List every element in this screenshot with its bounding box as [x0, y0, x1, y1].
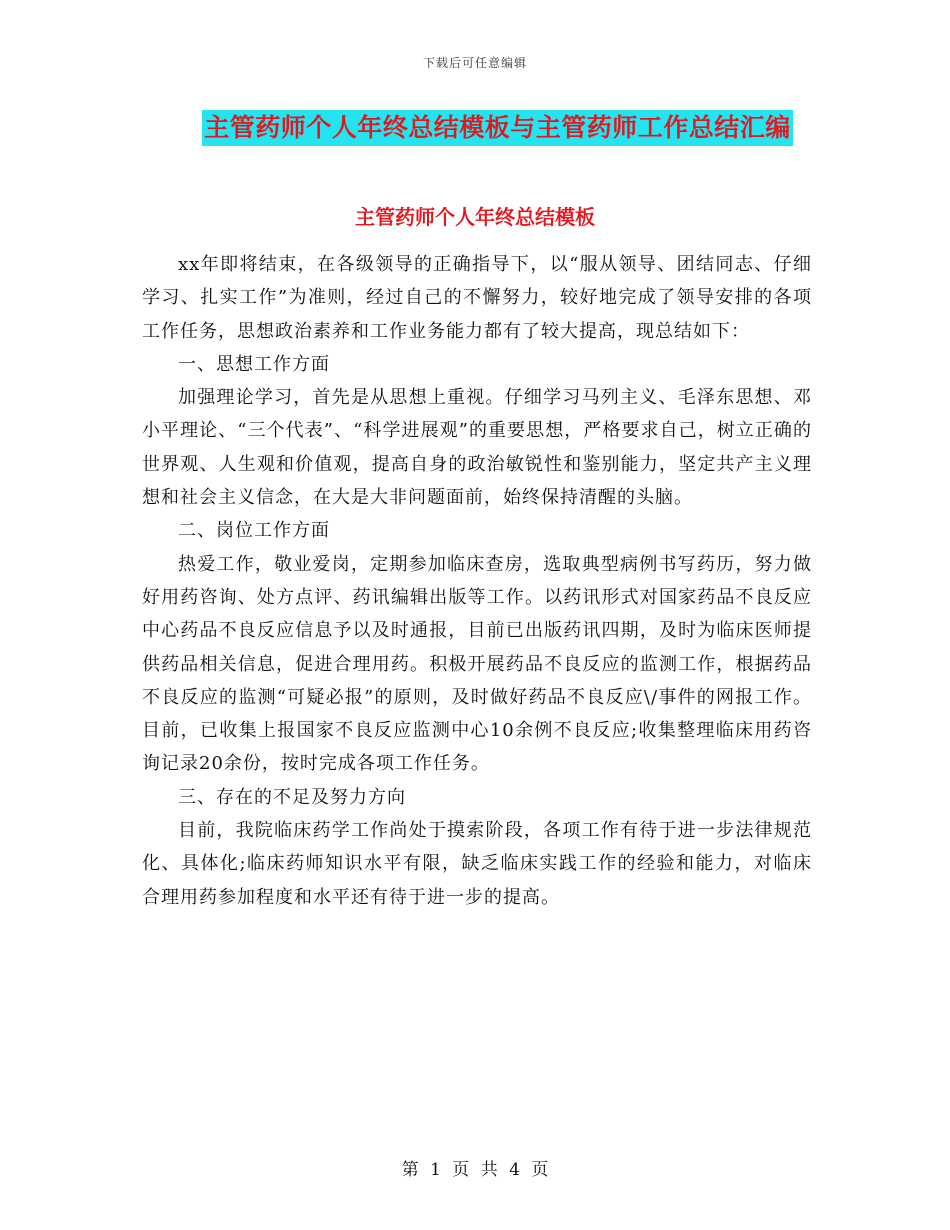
paragraph-position-work: 热爱工作，敬业爱岗，定期参加临床查房，选取典型病例书写药历，努力做好用药咨询、处方点评、药讯编辑出版等工作。以药讯形式对国家药品不良反应中心药品不良反应信息予以及时通报，目前已出版药讯四期，及时为临床医师提供药品相关信息，促进合理用药。积极开展药品不良反应的监测工作，根据药品不良反应的监测“可疑必报”的原则，及时做好药品不良反应\/事件的网报工作。目前，已收集上报国家不良反应监测中心10余例不良反应;收集整理临床用药咨询记录20余份，按时完成各项工作任务。	[142, 553, 812, 775]
document-body	[142, 248, 812, 914]
header-note: 下载后可任意编辑	[422, 56, 527, 70]
page-number-footer: 第 1 页 共 4 页	[401, 1160, 549, 1180]
heading-position-work: 二、岗位工作方面	[178, 520, 330, 542]
paragraph-shortcomings: 目前，我院临床药学工作尚处于摸索阶段，各项工作有待于进一步法律规范化、具体化;临床药师知识水平有限，缺乏临床实践工作的经验和能力，对临床合理用药参加程度和水平还有待于进一步的提高。	[142, 820, 812, 908]
document-title-container	[0, 110, 950, 146]
heading-shortcomings: 三、存在的不足及努力方向	[178, 786, 406, 808]
document-title: 主管药师个人年终总结模板与主管药师工作总结汇编	[202, 110, 793, 146]
section-title: 主管药师个人年终总结模板	[355, 205, 595, 229]
heading-ideology: 一、思想工作方面	[178, 353, 330, 375]
paragraph-intro: xx年即将结束，在各级领导的正确指导下，以“服从领导、团结同志、仔细学习、扎实工作”为准则，经过自己的不懈努力，较好地完成了领导安排的各项工作任务，思想政治素养和工作业务能力都有了较大提高，现总结如下：	[142, 254, 812, 342]
paragraph-ideology: 加强理论学习，首先是从思想上重视。仔细学习马列主义、毛泽东思想、邓小平理论、“三个代表”、“科学进展观”的重要思想，严格要求自己，树立正确的世界观、人生观和价值观，提高自身的政治敏锐性和鉴别能力，坚定共产主义理想和社会主义信念，在大是大非问题面前，始终保持清醒的头脑。	[142, 387, 812, 509]
